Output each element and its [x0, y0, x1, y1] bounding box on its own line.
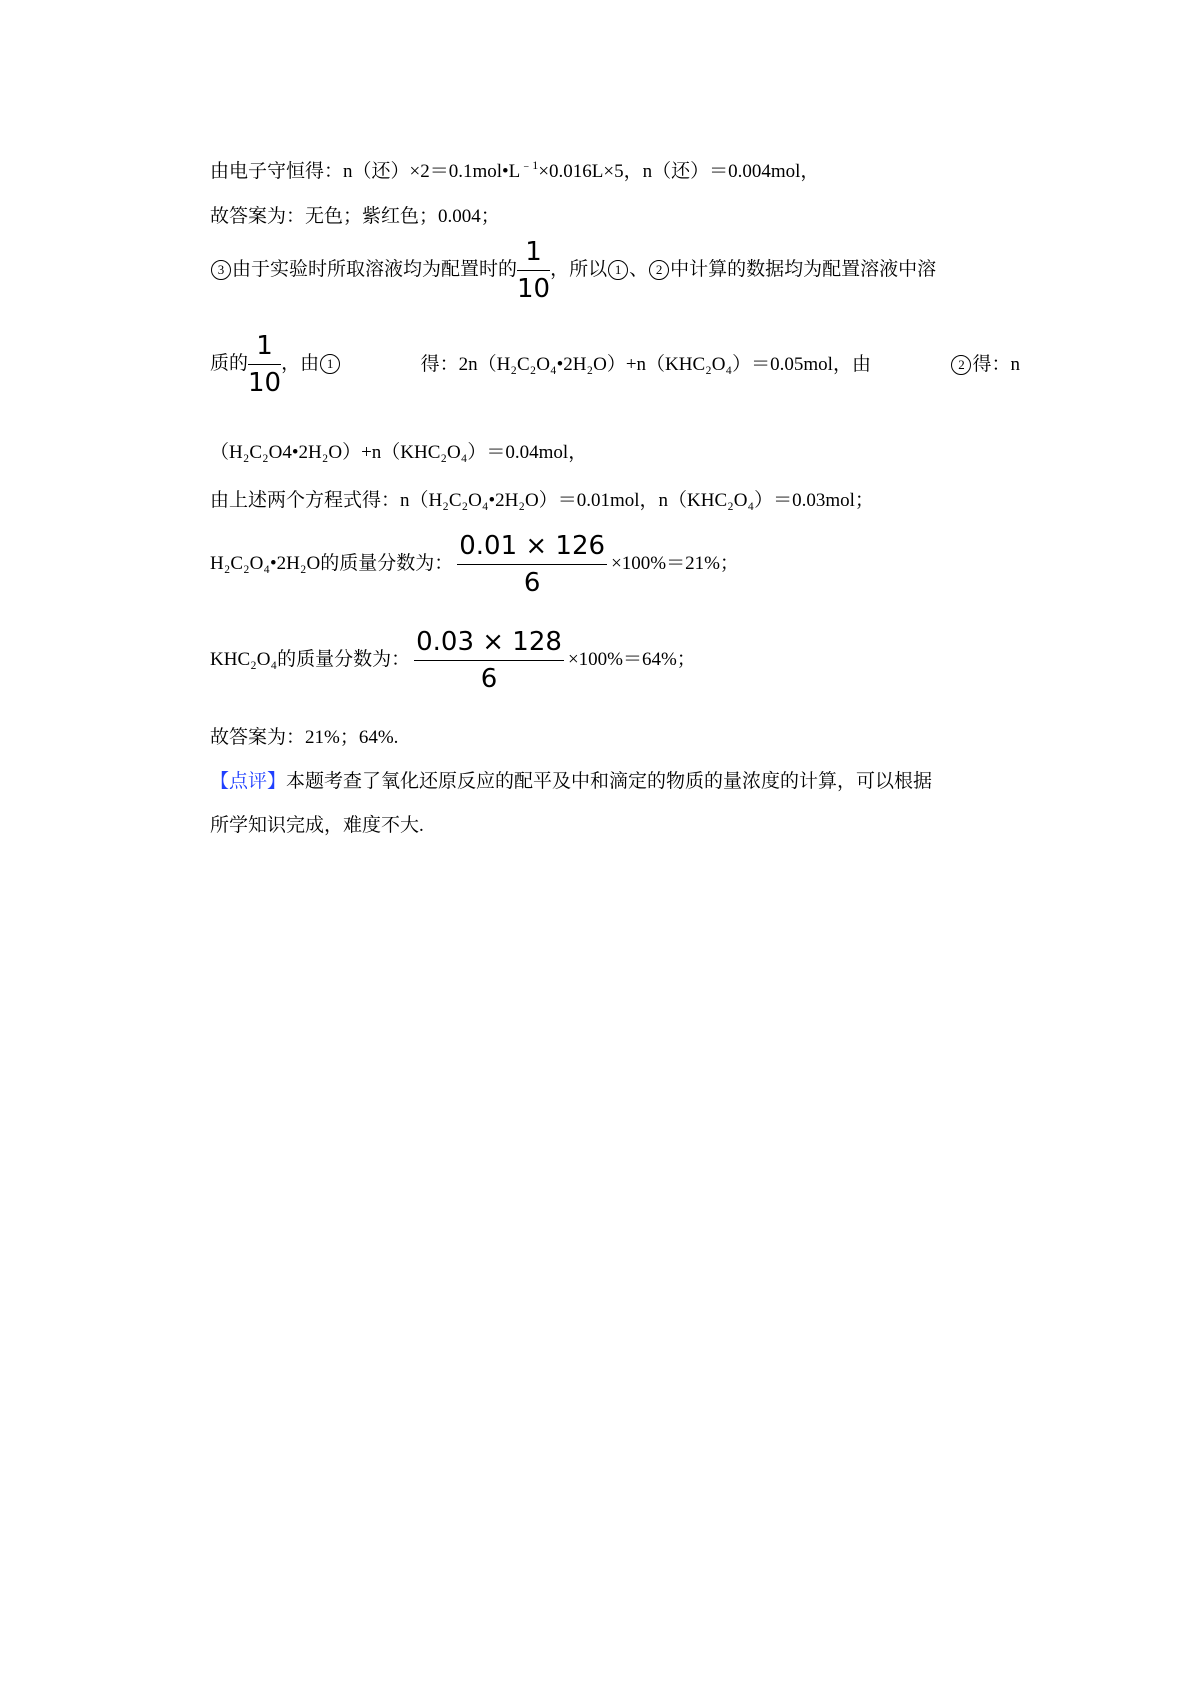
fraction-denominator: 10 [517, 274, 551, 304]
circled-number-1: 1 [608, 260, 628, 280]
fraction-numerator: 1 [256, 331, 273, 361]
step3-line [210, 236, 936, 305]
text-segment: 2 得：n [950, 353, 1020, 377]
text-segment: ×0.016L×5，n（还）＝0.004mol， [538, 161, 820, 182]
circled-number-2: 2 [951, 355, 971, 375]
fraction-one-tenth [248, 330, 281, 399]
commentary-line-2: 所学知识完成，难度不大. [210, 815, 424, 836]
fraction-mass-1 [457, 530, 607, 599]
fraction-mass-2 [414, 626, 564, 695]
answer-line-2: 故答案为：21%；64%. [210, 727, 399, 748]
fraction-denominator: 6 [523, 568, 541, 598]
fraction-denominator: 6 [480, 664, 498, 694]
text-segment: 质的 $\frac{1}{10}$ ，由 1 [210, 330, 341, 399]
commentary-line [210, 770, 932, 794]
text-segment: H₂C₂O₄•2H₂O的质量分数为： [210, 552, 454, 574]
text-segment: KHC₂O₄的质量分数为： [210, 648, 411, 670]
text-segment: 中计算的数据均为配置溶液中溶 [670, 258, 937, 280]
text-segment: 由于实验时所取溶液均为配置时的 [232, 258, 518, 280]
circled-number-3: 3 [211, 260, 231, 280]
text-segment: ×100%＝21%； [611, 552, 739, 574]
fraction-numerator: 1 [525, 237, 542, 267]
circled-number-2: 2 [649, 260, 669, 280]
fraction-numerator: 0.01 × 126 [459, 531, 606, 561]
text-segment: 本题考查了氧化还原反应的配平及中和滴定的物质的量浓度的计算，可以根据 [286, 771, 933, 792]
equation-1-line [210, 330, 1020, 399]
text-segment: 由电子守恒得：n（还）×2＝0.1mol•L [210, 161, 521, 182]
mass-fraction-1-line [210, 530, 739, 599]
electron-conservation-line [210, 160, 819, 184]
text-segment: 、 [629, 258, 649, 280]
mass-fraction-2-line [210, 626, 696, 695]
fraction-one-tenth [517, 236, 550, 305]
equation-2-line: （H₂C₂O4•2H₂O）+n（KHC₂O₄）＝0.04mol， [210, 442, 588, 463]
text-segment: 得：2n（H₂C₂O₄•2H₂O）+n（KHC₂O₄）＝0.05mol，由 [420, 353, 871, 375]
commentary-tag: 【点评】 [210, 771, 287, 792]
solution-line: 由上述两个方程式得：n（H₂C₂O₄•2H₂O）＝0.01mol，n（KHC₂O₄）＝0.03mol； [210, 490, 874, 511]
fraction-denominator: 10 [248, 368, 282, 398]
fraction-numerator: 0.03 × 128 [416, 627, 562, 657]
answer-line-1: 故答案为：无色；紫红色；0.004； [210, 206, 500, 227]
text-segment: ×100%＝64%； [567, 648, 696, 670]
text-segment: ，所以 [550, 258, 608, 280]
circled-number-1: 1 [320, 354, 340, 374]
superscript: ﹣1 [520, 158, 539, 172]
